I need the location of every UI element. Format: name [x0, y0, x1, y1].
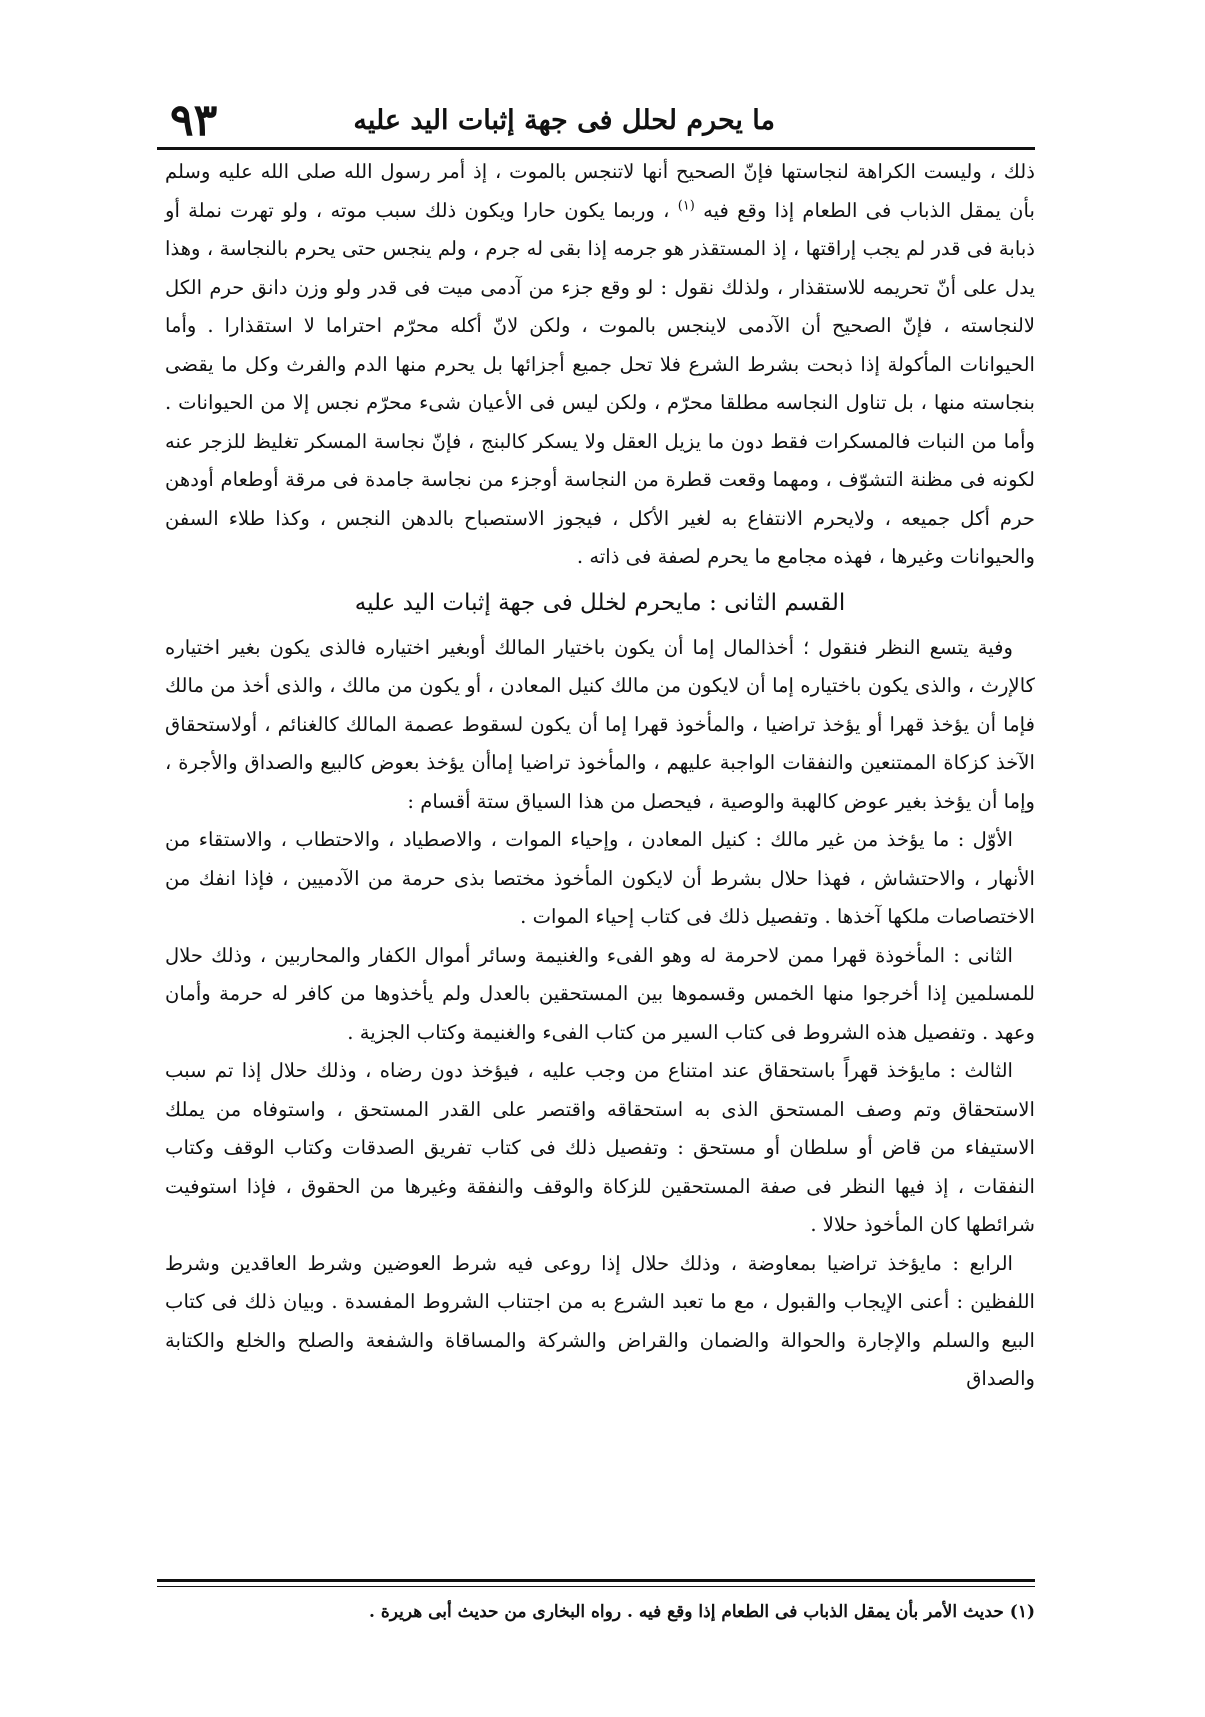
running-title: ما يحرم لحلل فى جهة إثبات اليد عليه	[353, 105, 775, 136]
footnote-divider	[157, 1579, 1035, 1587]
paragraph-first: الأوّل : ما يؤخذ من غير مالك : كنيل المعادن ، وإحياء الموات ، والاصطياد ، والاحتطاب ، والاستقاء من الأنهار ، والاحتشاش ، فهذا حلال بشرط أن لايكون المأخوذ مختصا بذى حرمة من الآدميين ، فإذا انفك من الاختصاصات ملكها آخذها . وتفصيل ذلك فى كتاب إحياء الموات .	[165, 828, 1035, 928]
main-text	[165, 153, 1035, 1399]
paragraph-second: الثانى : المأخوذة قهرا ممن لاحرمة له وهو الفىء والغنيمة وسائر أموال الكفار والمحاربين ، وذلك حلال للمسلمين إذا أخرجوا منها الخمس وقسموها بين المستحقين بالعدل ولم يأخذوها من كافر له حرمة وأمان وعهد . وتفصيل هذه الشروط فى كتاب السير من كتاب الفىء والغنيمة وكتاب الجزية .	[165, 943, 1035, 1044]
paragraph-fourth: الرابع : مايؤخذ تراضيا بمعاوضة ، وذلك حلال إذا روعى فيه شرط العوضين وشرط العاقدين وشرط اللفظين : أعنى الإيجاب والقبول ، مع ما تعبد الشرع به من اجتناب الشروط المفسدة . وبيان ذلك فى كتاب البيع والسلم والإجارة والحوالة والضمان والقراض والشركة والمساقاة والشفعة والصلح والخلع والكتابة والصداق	[165, 1251, 1035, 1390]
page-number: ٩٣	[170, 95, 218, 146]
header-divider	[157, 147, 1035, 150]
section-heading: القسم الثانى : مايحرم لخلل فى جهة إثبات اليد عليه	[354, 589, 846, 616]
page-header	[165, 95, 1035, 157]
paragraph-continuation: ذلك ، وليست الكراهة لنجاستها فإنّ الصحيح أنها لاتنجس بالموت ، إذ أمر رسول الله صلى الله عليه وسلم بأن يمقل الذباب فى الطعام إذا وقع فيه $^{(١)}$ ، وربما يكون حارا ويكون ذلك سبب موته ، ولو تهرت نملة أو ذبابة فى قدر لم يجب إراقتها ، إذ المستقذر هو جرمه إذا بقى له جرم ، ولم ينجس حتى يحرم بالنجاسة ، وهذا يدل على أنّ تحريمه للاستقذار ، ولذلك نقول : لو وقع جزء من آدمى ميت فى قدر ولو وزن دانق حرم الكل لالنجاسته ، فإنّ الصحيح أن الآدمى لاينجس بالموت ، ولكن لانّ أكله محرّم احتراما لا استقذارا . وأما الحيوانات المأكولة إذا ذبحت بشرط الشرع فلا تحل جميع أجزائها بل يحرم منها الدم والفرث وكل ما يقضى بنجاسته منها ، بل تناول النجاسه مطلقا محرّم ، ولكن ليس فى الأعيان شىء محرّم نجس إلا من الحيوانات . وأما من النبات فالمسكرات فقط دون ما يزيل العقل ولا يسكر كالبنج ، فإنّ نجاسة المسكر تغليظ للزجر عنه لكونه فى مظنة التشوّف ، ومهما وقعت قطرة من النجاسة أوجزء من نجاسة جامدة فى مرقة أوطعام أودهن حرم أكل جميعه ، ولايحرم الانتفاع به لغير الأكل ، فيجوز الاستصباح بالدهن النجس ، وكذا طلاء السفن والحيوانات وغيرها ، فهذه مجامع ما يحرم لصفة فى ذاته .	[165, 160, 1035, 568]
paragraph-intro: وفية يتسع النظر فنقول ؛ أخذالمال إما أن يكون باختيار المالك أوبغير اختياره فالذى يكون بغير اختياره كالإرث ، والذى يكون باختياره إما أن لايكون من مالك كنيل المعادن ، أو يكون من مالك ، والذى أخذ من مالك فإما أن يؤخذ قهرا أو يؤخذ تراضيا ، والمأخوذ قهرا إما أن يكون لسقوط عصمة المالك كالغنائم ، أولاستحقاق الآخذ كزكاة الممتنعين والنفقات الواجبة عليهم ، والمأخوذ تراضيا إماأن يؤخذ بعوض كالبيع والصداق والأجرة ، وإما أن يؤخذ بغير عوض كالهبة والوصية ، فيحصل من هذا السياق ستة أقسام :	[165, 635, 1035, 813]
book-page	[165, 95, 1035, 1695]
footnote: (١) حديث الأمر بأن يمقل الذباب فى الطعام إذا وقع فيه . رواه البخارى من حديث أبى هريرة .	[369, 1602, 1035, 1622]
footnote-marker: (١)	[677, 197, 695, 213]
paragraph-third: الثالث : مايؤخذ قهراً باستحقاق عند امتناع من وجب عليه ، فيؤخذ دون رضاه ، وذلك حلال إذا تم سبب الاستحقاق وتم وصف المستحق الذى به استحقاقه واقتصر على القدر المستحق ، واستوفاه من يملك الاستيفاء من قاض أو سلطان أو مستحق : وتفصيل ذلك فى كتاب تفريق الصدقات وكتاب الوقف وكتاب النفقات ، إذ فيها النظر فى صفة المستحقين للزكاة والوقف والنفقة وغيرها من الحقوق ، فإذا استوفيت شرائطها كان المأخوذ حلالا .	[165, 1059, 1035, 1236]
